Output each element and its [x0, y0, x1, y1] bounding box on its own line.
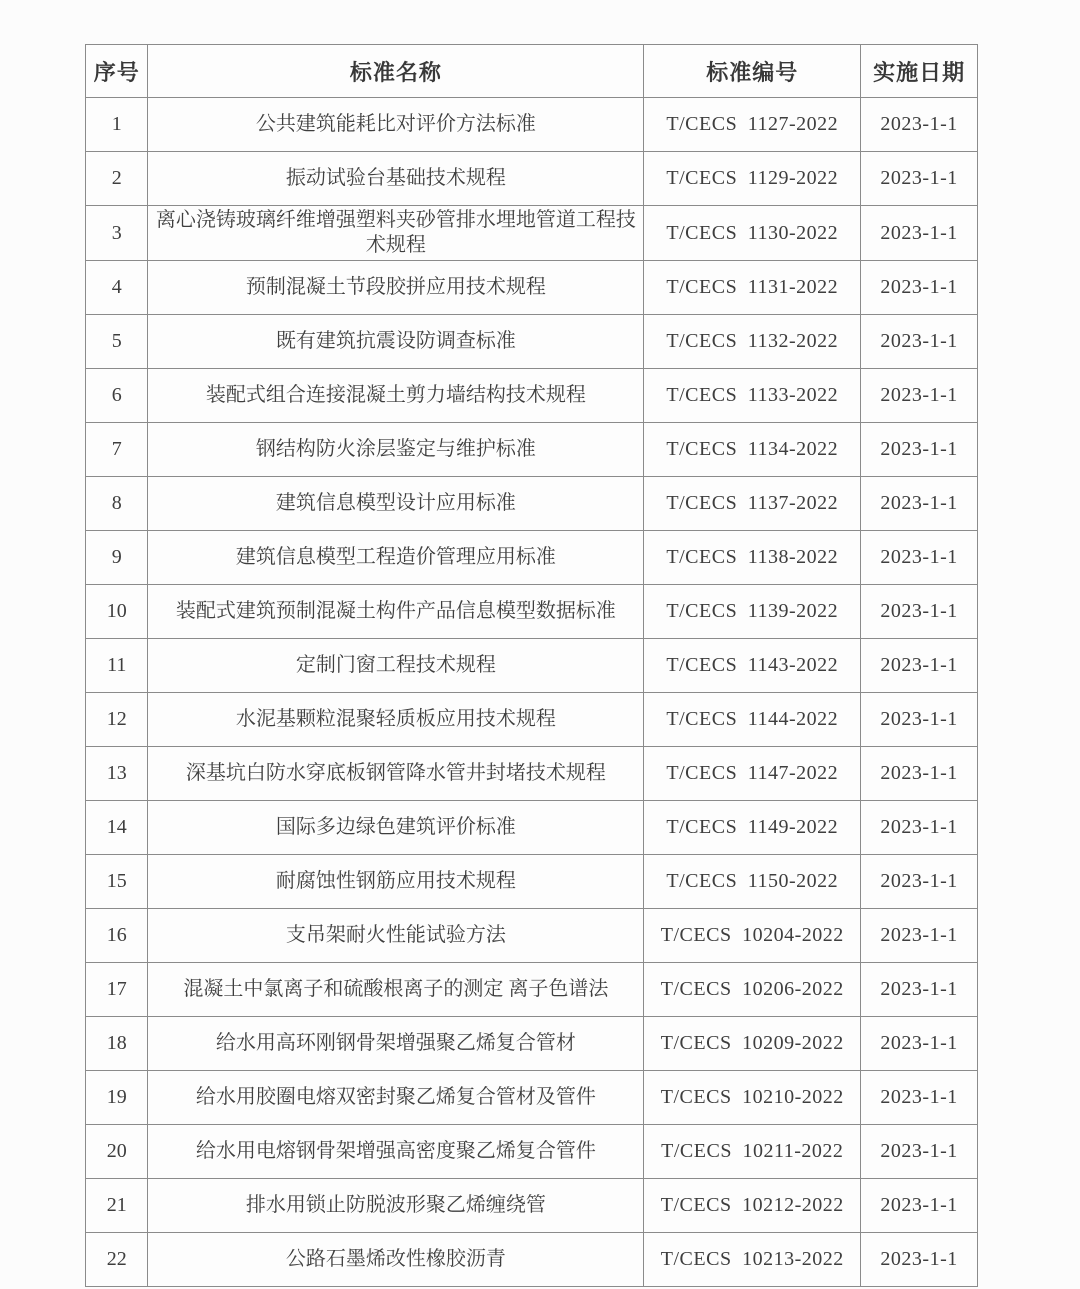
row-standard-name: 混凝土中氯离子和硫酸根离子的测定 离子色谱法: [148, 963, 644, 1017]
row-standard-code: T/CECS 1137-2022: [644, 477, 861, 531]
table-row: [86, 315, 978, 369]
row-standard-code: T/CECS 1133-2022: [644, 369, 861, 423]
row-standard-name: 给水用电熔钢骨架增强高密度聚乙烯复合管件: [148, 1125, 644, 1179]
row-standard-name: 排水用锁止防脱波形聚乙烯缠绕管: [148, 1179, 644, 1233]
row-standard-code: T/CECS 1131-2022: [644, 261, 861, 315]
table-row: [86, 531, 978, 585]
table-row: [86, 477, 978, 531]
row-serial-number: 15: [86, 855, 148, 909]
row-standard-code: T/CECS 1130-2022: [644, 206, 861, 261]
row-implementation-date: 2023-1-1: [861, 531, 978, 585]
row-serial-number: 22: [86, 1233, 148, 1287]
table-body: [86, 98, 978, 1287]
row-implementation-date: 2023-1-1: [861, 1017, 978, 1071]
row-standard-code: T/CECS 1132-2022: [644, 315, 861, 369]
row-serial-number: 11: [86, 639, 148, 693]
table-row: [86, 801, 978, 855]
table-header: [86, 45, 978, 98]
row-standard-code: T/CECS 10212-2022: [644, 1179, 861, 1233]
row-serial-number: 20: [86, 1125, 148, 1179]
row-implementation-date: 2023-1-1: [861, 261, 978, 315]
row-standard-name: 钢结构防火涂层鉴定与维护标准: [148, 423, 644, 477]
table-row: [86, 909, 978, 963]
row-serial-number: 14: [86, 801, 148, 855]
row-standard-name: 既有建筑抗震设防调查标准: [148, 315, 644, 369]
table-row: [86, 423, 978, 477]
column-header-serial-number: 序号: [86, 45, 148, 98]
row-serial-number: 8: [86, 477, 148, 531]
row-implementation-date: 2023-1-1: [861, 693, 978, 747]
row-implementation-date: 2023-1-1: [861, 585, 978, 639]
row-implementation-date: 2023-1-1: [861, 1233, 978, 1287]
row-implementation-date: 2023-1-1: [861, 98, 978, 152]
row-standard-code: T/CECS 1147-2022: [644, 747, 861, 801]
table-row: [86, 1071, 978, 1125]
table-row: [86, 693, 978, 747]
row-implementation-date: 2023-1-1: [861, 1179, 978, 1233]
row-standard-name: 耐腐蚀性钢筋应用技术规程: [148, 855, 644, 909]
row-standard-code: T/CECS 1149-2022: [644, 801, 861, 855]
row-standard-name: 给水用高环刚钢骨架增强聚乙烯复合管材: [148, 1017, 644, 1071]
row-serial-number: 3: [86, 206, 148, 261]
row-implementation-date: 2023-1-1: [861, 801, 978, 855]
row-standard-name: 振动试验台基础技术规程: [148, 152, 644, 206]
table-row: [86, 206, 978, 261]
row-standard-name: 支吊架耐火性能试验方法: [148, 909, 644, 963]
column-header-standard-name: 标准名称: [148, 45, 644, 98]
table-row: [86, 261, 978, 315]
column-header-standard-code: 标准编号: [644, 45, 861, 98]
table-row: [86, 1125, 978, 1179]
row-standard-name: 公共建筑能耗比对评价方法标准: [148, 98, 644, 152]
row-standard-code: T/CECS 1134-2022: [644, 423, 861, 477]
row-serial-number: 21: [86, 1179, 148, 1233]
row-implementation-date: 2023-1-1: [861, 152, 978, 206]
row-serial-number: 17: [86, 963, 148, 1017]
row-serial-number: 10: [86, 585, 148, 639]
row-standard-code: T/CECS 1127-2022: [644, 98, 861, 152]
table-row: [86, 1179, 978, 1233]
row-standard-code: T/CECS 1143-2022: [644, 639, 861, 693]
table-row: [86, 585, 978, 639]
standards-table: [85, 44, 978, 1287]
row-serial-number: 16: [86, 909, 148, 963]
table-row: [86, 369, 978, 423]
row-standard-name: 预制混凝土节段胶拼应用技术规程: [148, 261, 644, 315]
row-standard-name: 定制门窗工程技术规程: [148, 639, 644, 693]
row-implementation-date: 2023-1-1: [861, 1071, 978, 1125]
row-standard-code: T/CECS 10204-2022: [644, 909, 861, 963]
row-implementation-date: 2023-1-1: [861, 369, 978, 423]
row-standard-code: T/CECS 1150-2022: [644, 855, 861, 909]
row-serial-number: 13: [86, 747, 148, 801]
row-implementation-date: 2023-1-1: [861, 315, 978, 369]
row-implementation-date: 2023-1-1: [861, 477, 978, 531]
table-row: [86, 747, 978, 801]
row-implementation-date: 2023-1-1: [861, 423, 978, 477]
row-serial-number: 9: [86, 531, 148, 585]
row-implementation-date: 2023-1-1: [861, 639, 978, 693]
row-serial-number: 7: [86, 423, 148, 477]
row-serial-number: 18: [86, 1017, 148, 1071]
row-implementation-date: 2023-1-1: [861, 855, 978, 909]
table-row: [86, 152, 978, 206]
row-standard-code: T/CECS 1144-2022: [644, 693, 861, 747]
row-standard-code: T/CECS 1138-2022: [644, 531, 861, 585]
row-standard-code: T/CECS 10213-2022: [644, 1233, 861, 1287]
row-standard-code: T/CECS 10210-2022: [644, 1071, 861, 1125]
table-row: [86, 1017, 978, 1071]
row-standard-name: 离心浇铸玻璃纤维增强塑料夹砂管排水埋地管道工程技术规程: [148, 206, 644, 261]
table-row: [86, 639, 978, 693]
row-standard-name: 深基坑白防水穿底板钢管降水管井封堵技术规程: [148, 747, 644, 801]
table-row: [86, 1233, 978, 1287]
row-standard-name: 水泥基颗粒混聚轻质板应用技术规程: [148, 693, 644, 747]
row-implementation-date: 2023-1-1: [861, 747, 978, 801]
row-standard-code: T/CECS 10209-2022: [644, 1017, 861, 1071]
row-implementation-date: 2023-1-1: [861, 909, 978, 963]
row-implementation-date: 2023-1-1: [861, 1125, 978, 1179]
row-standard-name: 给水用胶圈电熔双密封聚乙烯复合管材及管件: [148, 1071, 644, 1125]
row-standard-code: T/CECS 1139-2022: [644, 585, 861, 639]
table-row: [86, 98, 978, 152]
row-serial-number: 2: [86, 152, 148, 206]
row-standard-code: T/CECS 10206-2022: [644, 963, 861, 1017]
row-standard-name: 建筑信息模型工程造价管理应用标准: [148, 531, 644, 585]
row-standard-name: 装配式建筑预制混凝土构件产品信息模型数据标准: [148, 585, 644, 639]
row-serial-number: 6: [86, 369, 148, 423]
standards-table-container: [85, 44, 978, 1287]
row-serial-number: 4: [86, 261, 148, 315]
row-standard-code: T/CECS 1129-2022: [644, 152, 861, 206]
table-row: [86, 963, 978, 1017]
row-serial-number: 1: [86, 98, 148, 152]
row-implementation-date: 2023-1-1: [861, 963, 978, 1017]
column-header-implementation-date: 实施日期: [861, 45, 978, 98]
row-standard-code: T/CECS 10211-2022: [644, 1125, 861, 1179]
row-standard-name: 公路石墨烯改性橡胶沥青: [148, 1233, 644, 1287]
row-standard-name: 国际多边绿色建筑评价标准: [148, 801, 644, 855]
row-implementation-date: 2023-1-1: [861, 206, 978, 261]
table-row: [86, 855, 978, 909]
row-serial-number: 19: [86, 1071, 148, 1125]
row-serial-number: 5: [86, 315, 148, 369]
row-serial-number: 12: [86, 693, 148, 747]
row-standard-name: 装配式组合连接混凝土剪力墙结构技术规程: [148, 369, 644, 423]
row-standard-name: 建筑信息模型设计应用标准: [148, 477, 644, 531]
header-row: [86, 45, 978, 98]
